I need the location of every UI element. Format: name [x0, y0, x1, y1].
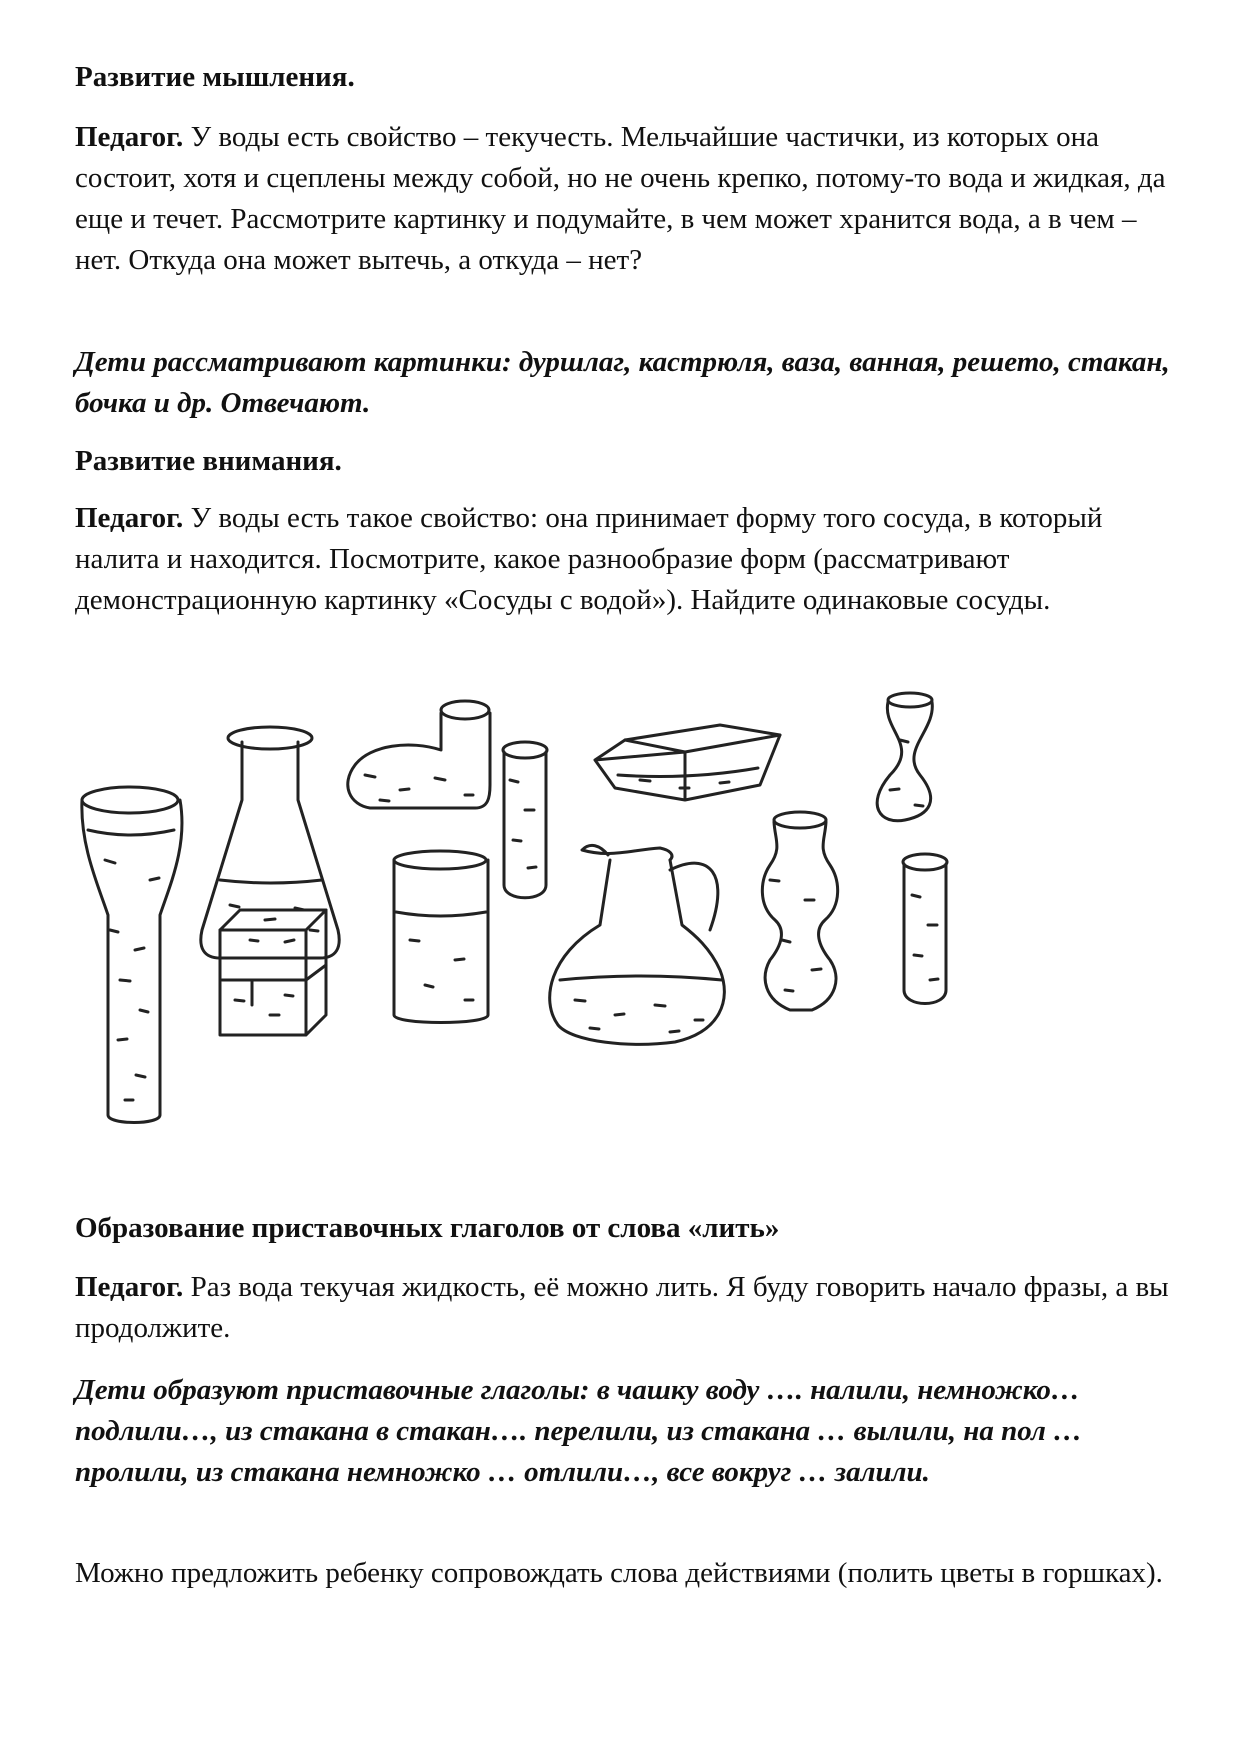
section-title-attention: Развитие внимания. — [75, 445, 342, 477]
vessel-conical-flask — [201, 727, 339, 958]
speaker-label: Педагог. — [75, 121, 184, 153]
vessels-illustration — [70, 680, 1080, 1180]
teacher-text: Раз вода текучая жидкость, её можно лить. Я буду говорить начало фразы, а вы продолжите. — [75, 1271, 1169, 1344]
vessel-tall-vase — [82, 787, 182, 1123]
teacher-paragraph-thinking — [75, 117, 1175, 281]
vessel-test-tube — [503, 742, 547, 898]
section-title-thinking: Развитие мышления. — [75, 61, 355, 93]
section-title-verbs: Образование приставочных глаголов от слова «лить» — [75, 1212, 780, 1244]
vessel-gourd-vase — [762, 812, 837, 1010]
vessel-test-tube-right — [903, 854, 947, 1004]
vessel-wavy-tube — [877, 693, 932, 821]
teacher-paragraph-attention — [75, 498, 1175, 621]
teacher-text: У воды есть свойство – текучесть. Мельчайшие частички, из которых она состоит, хотя и сцеплены между собой, но не очень крепко, потому-то вода и жидкая, да еще и течет. Рассмотрите картинку и подумайте, в чем может хранится вода, а в чем – нет. Откуда она может вытечь, а откуда – нет? — [75, 121, 1166, 276]
teacher-text: У воды есть такое свойство: она принимает форму того сосуда, в который налита и находится. Посмотрите, какое разнообразие форм (рассматривают демонстрационную картинку «Сосуды с водой»). Найдите одинаковые сосуды. — [75, 502, 1103, 616]
children-activity-thinking: Дети рассматривают картинки: дуршлаг, кастрюля, ваза, ванная, решето, стакан, бочка и др. Отвечают. — [75, 346, 1170, 419]
vessel-baking-tray — [595, 725, 780, 800]
teacher-paragraph-verbs — [75, 1267, 1175, 1349]
vessel-beaker — [394, 851, 488, 1023]
speaker-label: Педагог. — [75, 1271, 184, 1303]
vessel-jug — [550, 845, 725, 1044]
vessel-boot-flask — [348, 701, 490, 808]
children-activity-verbs: Дети образуют приставочные глаголы: в чашку воду …. налили, немножко… подлили…, из стакана в стакан…. перелили, из стакана … вылили, на пол … пролили, из стакана немножко … отлили…, все вокруг … залили. — [75, 1374, 1083, 1488]
note-paragraph: Можно предложить ребенку сопровождать слова действиями (полить цветы в горшках). — [75, 1557, 1163, 1589]
speaker-label: Педагог. — [75, 502, 184, 534]
